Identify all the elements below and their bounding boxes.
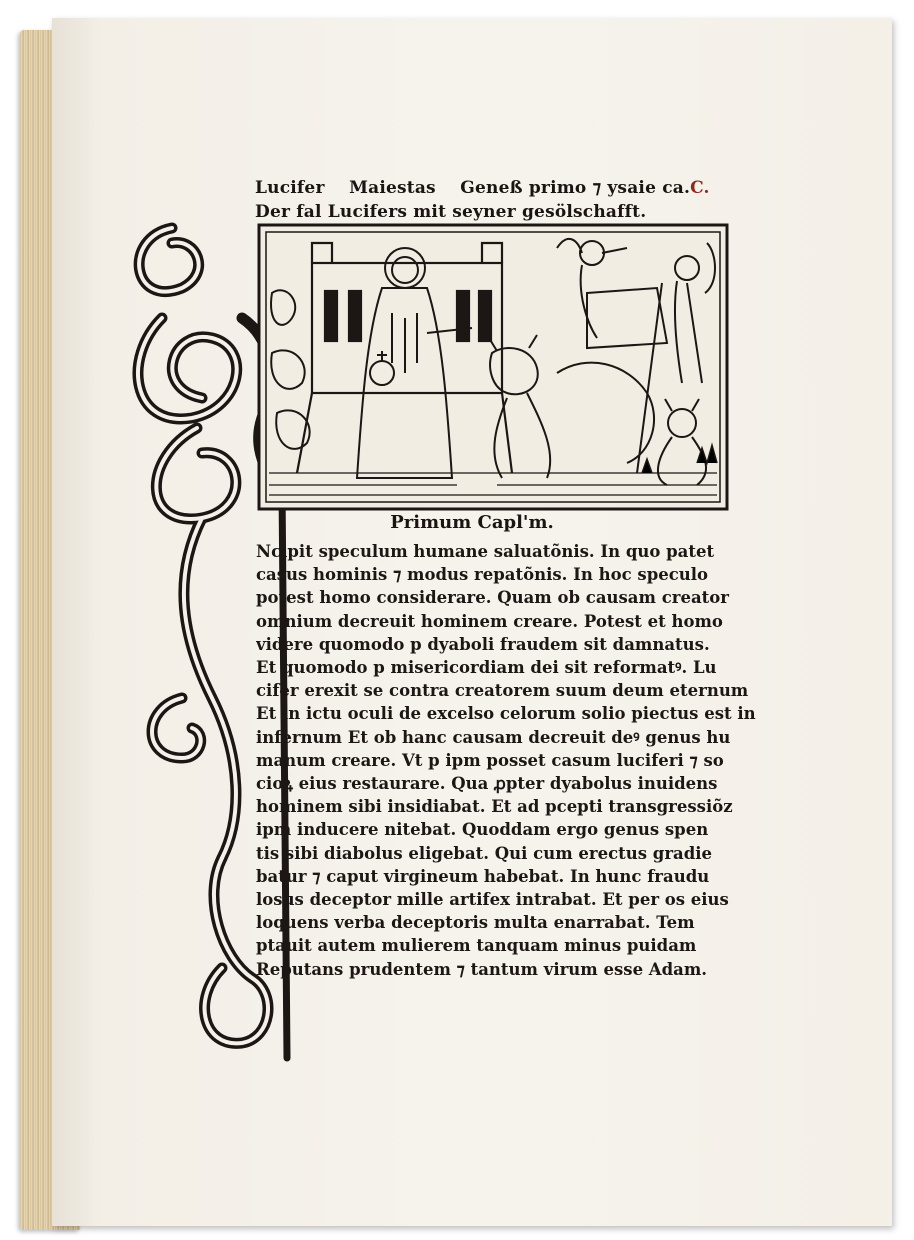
text-line: losus deceptor mille artifex intrabat. Et per os eius [256,890,729,910]
heading-reference: Geneß primo ⁊ ysaie ca. [460,178,691,198]
text-line: batur ⁊ caput virgineum habebat. In hunc fraudu [256,866,710,886]
text-line: casus hominis ⁊ modus repatõnis. In hoc speculo [256,565,709,585]
text-line: ipm inducere nitebat. Quoddam ergo genus spen [256,820,709,840]
text-line: potest homo considerare. Quam ob causam creator [256,588,729,608]
heading-line-2: Der fal Lucifers mit seyner gesölschafft. [255,202,647,222]
text-line: loquens verba deceptoris multa enarrabat. Tem [256,913,695,933]
text-line: omnium decreuit hominem creare. Potest et homo [256,611,723,631]
chapter-title: Primum Capl'm. [390,512,554,533]
heading-reference-letter: C. [690,178,710,198]
text-line: ptauit autem mulierem tanquam minus puidam [256,936,697,956]
heading-line-1 [255,178,710,198]
text-line: cioꝝ eius restaurare. Qua ꝓpter dyabolus inuidens [256,774,718,794]
book-page [52,18,892,1226]
body-text [256,540,776,981]
text-line: manum creare. Vt p ipm posset casum luciferi ⁊ so [256,750,724,770]
text-line: Ncipit speculum humane saluatõnis. In quo patet [256,542,715,561]
heading-word-maiestas: Maiestas [349,178,436,198]
woodcut-illustration [257,223,729,511]
text-line: Reputans prudentem ⁊ tantum virum esse Adam. [256,959,708,979]
text-line: tis sibi diabolus eligebat. Qui cum erectus gradie [256,843,713,863]
heading-word-lucifer: Lucifer [255,178,325,198]
text-line: Et in ictu oculi de excelso celorum solio piectus est in [256,704,756,724]
text-line: infernum Et ob hanc causam decreuit deꝰ genus hu [256,727,731,747]
text-line: videre quomodo p dyaboli fraudem sit damnatus. [256,634,710,654]
text-line: cifer erexit se contra creatorem suum deum eternum [256,681,749,701]
text-line: Et quomodo p misericordiam dei sit reformatꝰ. Lu [256,658,717,678]
text-line: hominem sibi insidiabat. Et ad pcepti transgressiõz [256,797,733,817]
